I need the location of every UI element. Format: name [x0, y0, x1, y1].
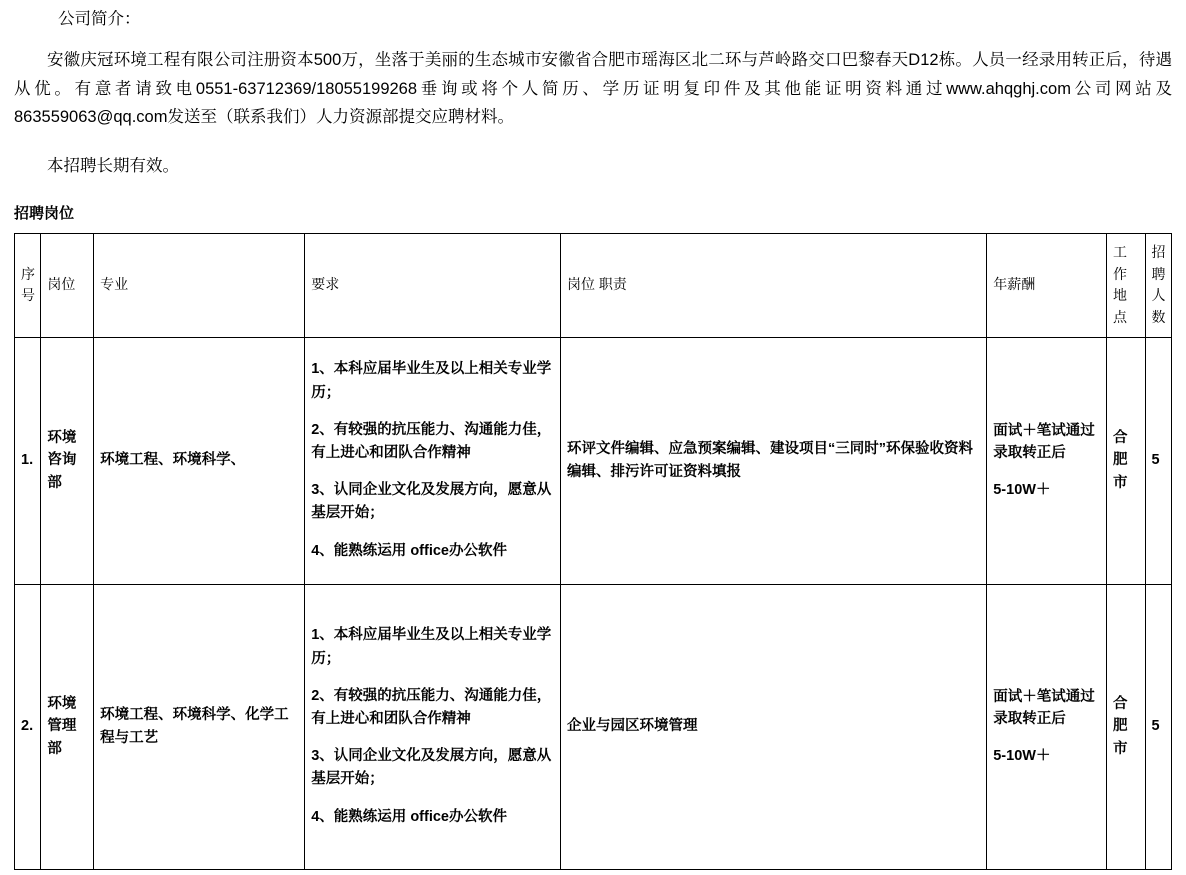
salary-line: 5-10W＋	[993, 747, 1051, 764]
header-location: 工作地点	[1106, 233, 1145, 337]
recruitment-table	[14, 233, 1172, 870]
cell-requirements	[305, 584, 561, 869]
cell-index: 2.	[15, 584, 41, 869]
cell-headcount: 5	[1145, 584, 1171, 869]
salary-line: 5-10W＋	[993, 481, 1051, 498]
requirement-item: 2、有较强的抗压能力、沟通能力佳，有上进心和团队合作精神	[311, 421, 552, 462]
requirement-item: 4、能熟练运用 office办公软件	[311, 542, 507, 559]
company-intro-paragraph: 安徽庆冠环境工程有限公司注册资本500万，坐落于美丽的生态城市安徽省合肥市瑶海区北二环与芦岭路交口巴黎春天D12栋。人员一经录用转正后，待遇从优。有意者请致电0551-63712369/18055199268垂询或将个人简历、学历证明复印件及其他能证明资料通过www.ahqghj.com公司网站及863559063@qq.com发送至（联系我们）人力资源部提交应聘材料。	[14, 51, 1172, 127]
cell-salary	[987, 337, 1107, 584]
section-title-positions: 招聘岗位	[14, 204, 75, 222]
document-page	[0, 6, 1186, 875]
header-position: 岗位	[41, 233, 94, 337]
cell-headcount: 5	[1145, 337, 1171, 584]
cell-location: 合肥市	[1106, 584, 1145, 869]
intro-heading: 公司简介：	[58, 10, 141, 28]
table-row	[15, 584, 1172, 869]
cell-duties: 企业与园区环境管理	[560, 584, 986, 869]
header-salary: 年薪酬	[987, 233, 1107, 337]
header-headcount: 招聘人数	[1145, 233, 1171, 337]
header-requirements: 要求	[305, 233, 561, 337]
validity-paragraph: 本招聘长期有效。	[47, 156, 179, 175]
cell-position: 环境管理部	[41, 584, 94, 869]
requirement-item: 1、本科应届毕业生及以上相关专业学历；	[311, 361, 552, 401]
table-header-row	[15, 233, 1172, 337]
cell-position: 环境咨询部	[41, 337, 94, 584]
cell-salary	[987, 584, 1107, 869]
requirements-list	[311, 624, 554, 828]
requirement-item: 4、能熟练运用 office办公软件	[311, 808, 507, 825]
cell-major: 环境工程、环境科学、化学工程与工艺	[94, 584, 305, 869]
salary-line: 面试＋笔试通过录取转正后	[993, 422, 1095, 462]
cell-requirements	[305, 337, 561, 584]
requirement-item: 1、本科应届毕业生及以上相关专业学历；	[311, 627, 552, 667]
salary-line: 面试＋笔试通过录取转正后	[993, 688, 1095, 728]
header-major: 专业	[94, 233, 305, 337]
requirement-item: 2、有较强的抗压能力、沟通能力佳，有上进心和团队合作精神	[311, 687, 552, 728]
header-index: 序号	[15, 233, 41, 337]
cell-major: 环境工程、环境科学、	[94, 337, 305, 584]
requirement-item: 3、认同企业文化及发展方向，愿意从基层开始；	[311, 482, 552, 522]
requirement-item: 3、认同企业文化及发展方向，愿意从基层开始；	[311, 748, 552, 788]
cell-duties: 环评文件编辑、应急预案编辑、建设项目“三同时”环保验收资料编辑、排污许可证资料填报	[560, 337, 986, 584]
cell-location: 合肥市	[1106, 337, 1145, 584]
header-duties: 岗位 职责	[560, 233, 986, 337]
cell-index: 1.	[15, 337, 41, 584]
table-row	[15, 337, 1172, 584]
requirements-list	[311, 358, 554, 562]
